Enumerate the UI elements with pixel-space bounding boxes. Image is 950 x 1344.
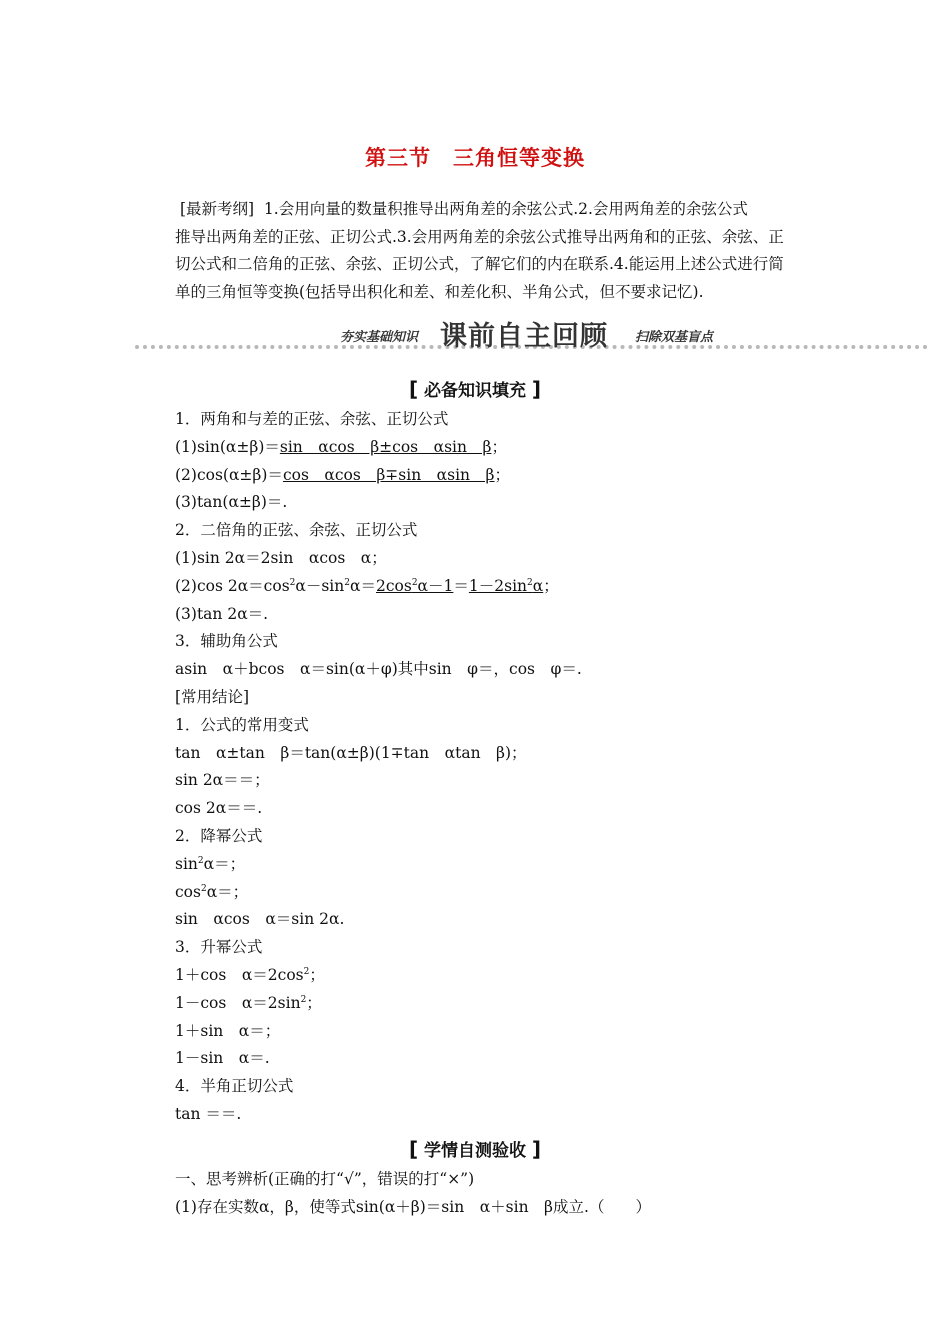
formula-text: 1－2sin <box>468 576 528 595</box>
text-line: tan α±tan β＝tan(α±β)(1∓tan αtan β)； <box>175 743 527 762</box>
text-line: 1＋sin α＝； <box>175 1021 281 1040</box>
right-bracket-icon: ] <box>531 377 542 401</box>
formula-text: α－sin <box>295 576 345 595</box>
formula-text: α＝； <box>203 854 246 873</box>
formula-text: ； <box>309 965 325 984</box>
knowledge-content <box>175 406 875 1129</box>
text-line <box>175 879 875 907</box>
text-line: 1．两角和与差的正弦、余弦、正切公式 <box>175 410 449 428</box>
text-line: sin 2α＝＝； <box>175 771 270 790</box>
outline-line-3: 切公式和二倍角的正弦、余弦、正切公式，了解它们的内在联系.4.能运用上述公式进行简 <box>175 255 784 273</box>
formula-text: ＝ <box>453 576 469 595</box>
text-line: 3．辅助角公式 <box>175 632 278 651</box>
fill-answer <box>469 577 543 595</box>
section-banner <box>135 314 928 354</box>
right-bracket-icon: ] <box>531 1137 542 1161</box>
superscript: 2 <box>289 577 296 588</box>
page-title: 第三节 三角恒等变换 <box>365 146 585 170</box>
formula-text: ； <box>494 465 511 484</box>
fill-answer <box>376 577 453 595</box>
formula-text: α＝； <box>206 882 249 901</box>
formula-text: ； <box>491 437 507 456</box>
formula-text: 2cos <box>375 576 412 595</box>
fill-answer: sin αcos β±cos αsin β <box>279 437 492 456</box>
superscript: 2 <box>303 966 310 977</box>
selftest-content <box>175 1166 875 1222</box>
text-line: 4．半角正切公式 <box>175 1077 294 1096</box>
formula-text: (1)sin(α±β)＝ <box>175 437 280 456</box>
outline-label: [最新考纲] <box>179 200 255 218</box>
text-line: sin αcos α＝sin 2α. <box>175 910 345 929</box>
superscript: 2 <box>344 577 350 588</box>
formula-text: ； <box>543 576 559 595</box>
formula-text: α＝ <box>350 576 376 595</box>
text-line <box>175 434 875 462</box>
banner-left-text: 夯实基础知识 <box>340 330 419 345</box>
formula-text: 1－cos α＝2sin <box>175 993 301 1012</box>
fill-answer: cos αcos β∓sin αsin β <box>282 465 495 484</box>
text-line <box>175 962 875 990</box>
section-heading-selftest <box>0 1136 950 1161</box>
text-line: 3．升幂公式 <box>175 938 263 957</box>
text-line: tan ＝＝. <box>175 1104 242 1123</box>
text-line <box>175 990 875 1018</box>
text-line <box>175 851 875 879</box>
outline-line-4: 单的三角恒等变换(包括导出积化和差、和差化积、半角公式，但不要求记忆). <box>175 282 704 301</box>
text-line: (3)tan 2α＝. <box>175 604 269 623</box>
outline-text-1: 1.会用向量的数量积推导出两角差的余弦公式.2.会用两角差的余弦公式 <box>263 200 748 218</box>
superscript: 2 <box>527 577 533 588</box>
superscript: 2 <box>200 883 207 894</box>
text-line: 2．降幂公式 <box>175 826 263 845</box>
formula-text: α－1 <box>417 576 454 595</box>
formula-text: (2)cos 2α＝cos <box>175 576 290 595</box>
syllabus-outline <box>175 196 815 306</box>
text-line: 2．二倍角的正弦、余弦、正切公式 <box>175 521 418 540</box>
formula-text: α <box>532 576 544 595</box>
text-line: cos 2α＝＝. <box>175 799 263 818</box>
text-line: (3)tan(α±β)＝. <box>175 493 288 512</box>
formula-text: ； <box>306 993 322 1012</box>
left-bracket-icon: [ <box>408 377 419 401</box>
text-line: 1－sin α＝. <box>175 1049 270 1068</box>
outline-line-1 <box>175 196 815 224</box>
text-line: [常用结论] <box>175 687 250 706</box>
outline-line-2: 推导出两角差的正弦、正切公式.3.会用两角差的余弦公式推导出两角和的正弦、余弦、正 <box>175 227 784 246</box>
banner-right-text: 扫除双基盲点 <box>635 330 714 345</box>
section-heading-text: 必备知识填充 <box>424 381 526 401</box>
text-line: (1)sin 2α＝2sin αcos α； <box>175 548 387 567</box>
text-line <box>175 573 875 601</box>
text-line: (1)存在实数α，β，使等式sin(α＋β)＝sin α＋sin β成立.（ ） <box>175 1197 651 1216</box>
section-heading-text: 学情自测验收 <box>424 1141 526 1161</box>
formula-text: 1＋cos α＝2cos <box>175 965 304 984</box>
section-heading-knowledge <box>0 376 950 401</box>
superscript: 2 <box>411 577 418 588</box>
formula-text: cos <box>175 882 201 901</box>
formula-text: (2)cos(α±β)＝ <box>175 465 283 484</box>
text-line: 1．公式的常用变式 <box>175 715 309 734</box>
banner-title: 课前自主回顾 <box>440 321 608 352</box>
formula-text: sin <box>175 854 198 873</box>
text-line: 一、思考辨析(正确的打“√”，错误的打“×”) <box>175 1170 475 1188</box>
text-line <box>175 462 875 490</box>
text-line: asin α＋bcos α＝sin(α＋φ)其中sin φ＝，cos φ＝. <box>175 660 582 679</box>
superscript: 2 <box>197 855 204 866</box>
superscript: 2 <box>300 994 307 1005</box>
left-bracket-icon: [ <box>408 1137 419 1161</box>
